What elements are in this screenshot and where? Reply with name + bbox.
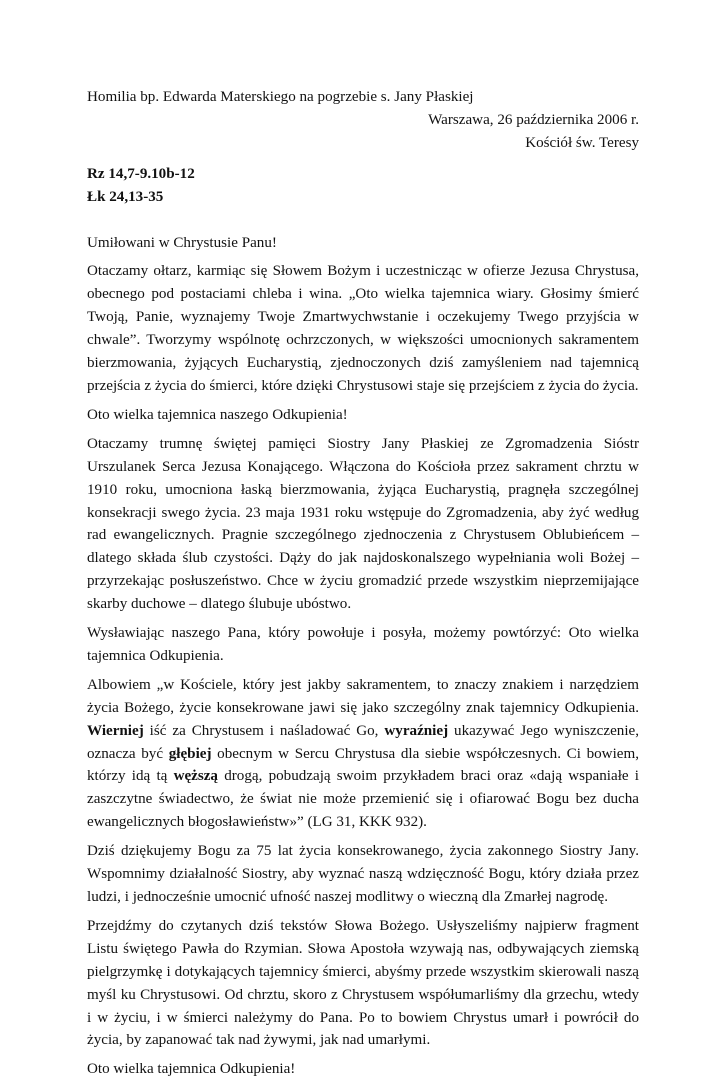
text-run: iść za Chrystusem i naśladować Go, <box>143 722 385 739</box>
paragraph: Otaczamy trumnę świętej pamięci Siostry Jany Płaskiej ze Zgromadzenia Sióstr Urszulanek Serca Jezusa Konającego. Włączona do Kościoła przez sakrament chrztu w 1910 roku, umocniona łaską bierzmowania, żyjąca Eucharystią, pragnęła szczególnej konsekracji swego życia. 23 maja 1931 roku wstępuje do Zgromadzenia, aby żyć według rad ewangelicznych. Pragnie szczególnego zjednoczenia z Chrystusem Oblubieńcem – dlatego składa ślub czystości. Dąży do jak najdoskonalszego wypełniania woli Bożej – przyrzekając posłuszeństwo. Chce w życiu gromadzić przede wszystkim nieprzemijające skarby duchowe – dlatego ślubuje ubóstwo. <box>87 435 639 613</box>
spacer <box>87 155 639 163</box>
church-name: Kościół św. Teresy <box>525 134 639 151</box>
paragraph: Dziś dziękujemy Bogu za 75 lat życia konsekrowanego, życia zakonnego Siostry Jany. Wspomnimy działalność Siostry, aby wyznać naszą wdzięczność Bogu, który działa przez ludzi, i jednocześnie umocnić ufność naszej modlitwy o wieczną dla Zmarłej nagrodę. <box>87 843 639 905</box>
paragraph: Otaczamy ołtarz, karmiąc się Słowem Bożym i uczestnicząc w ofierze Jezusa Chrystusa, obecnego pod postaciami chleba i wina. „Oto wielka tajemnica wiary. Głosimy śmierć Twoją, Panie, wyznajemy Twoje Zmartwychwstanie i oczekujemy Twego przyjścia w chwale”. Tworzymy wspólnotę ochrzczonych, w większości umocnionych sakramentem bierzmowania, żyjących Eucharystią, zjednoczonych dziś zamyśleniem nad tajemnicą przejścia z życia do śmierci, które dzięki Chrystusowi staje się przejściem z życia do życia. <box>87 263 639 394</box>
document-title: Homilia bp. Edwarda Materskiego na pogrzebie s. Jany Płaskiej <box>87 89 474 105</box>
document-body <box>87 86 639 1087</box>
paragraph: Przejdźmy do czytanych dziś tekstów Słowa Bożego. Usłyszeliśmy najpierw fragment Listu świętego Pawła do Rzymian. Słowa Apostoła wzywają nas, odbywających ziemską pielgrzymkę i dotykających tajemnicy śmierci, abyśmy przede wszystkim skierowali naszą myśl ku Chrystusowi. Od chrztu, skoro z Chrystusem współumarliśmy dla grzechu, wtedy i w życiu, i w śmierci należymy do Pana. Po to bowiem Chrystus umarł i powrócił do życia, by zapanować tak nad żywymi, jak nad umarłymi. <box>87 917 639 1049</box>
text-run: drogą, pobudzają swoim przykładem braci oraz «dają wspaniałe i zaszczytne świadectwo, że świat nie może przemienić się i ofiarować Bogu bez ducha ewangelicznych błogosławieństw»” (LG 31, KKK 932). <box>87 768 640 831</box>
paragraph-quote <box>87 674 639 834</box>
reading-reference: Łk 24,13-35 <box>87 188 164 205</box>
reading-reference: Rz 14,7-9.10b-12 <box>87 165 195 182</box>
paragraph: Wysławiając naszego Pana, który powołuje i posyła, możemy powtórzyć: Oto wielka tajemnica Odkupienia. <box>87 625 639 664</box>
place-and-date: Warszawa, 26 października 2006 r. <box>428 111 639 128</box>
salutation: Umiłowani w Chrystusie Panu! <box>87 234 277 251</box>
refrain: Oto wielka tajemnica naszego Odkupienia! <box>87 406 348 423</box>
text-run: obecnym w Sercu Chrystusa dla siebie współczesnych. Ci bowiem, którzy idą tą <box>87 745 639 785</box>
emphasis: głębiej <box>168 745 212 762</box>
text-run: Albowiem „w Kościele, który jest jakby sakramentem, to znaczy znakiem i narzędziem życia Bożego, życie konsekrowane jawi się jako szczególny znak tajemnicy Odkupienia. <box>87 676 639 716</box>
emphasis: węższą <box>173 768 218 785</box>
emphasis: wyraźniej <box>384 722 449 739</box>
spacer <box>87 209 639 232</box>
text-run: ukazywać Jego wyniszczenie, oznacza być <box>87 722 639 762</box>
emphasis: Wierniej <box>87 722 144 739</box>
refrain: Oto wielka tajemnica Odkupienia! <box>87 1061 296 1078</box>
